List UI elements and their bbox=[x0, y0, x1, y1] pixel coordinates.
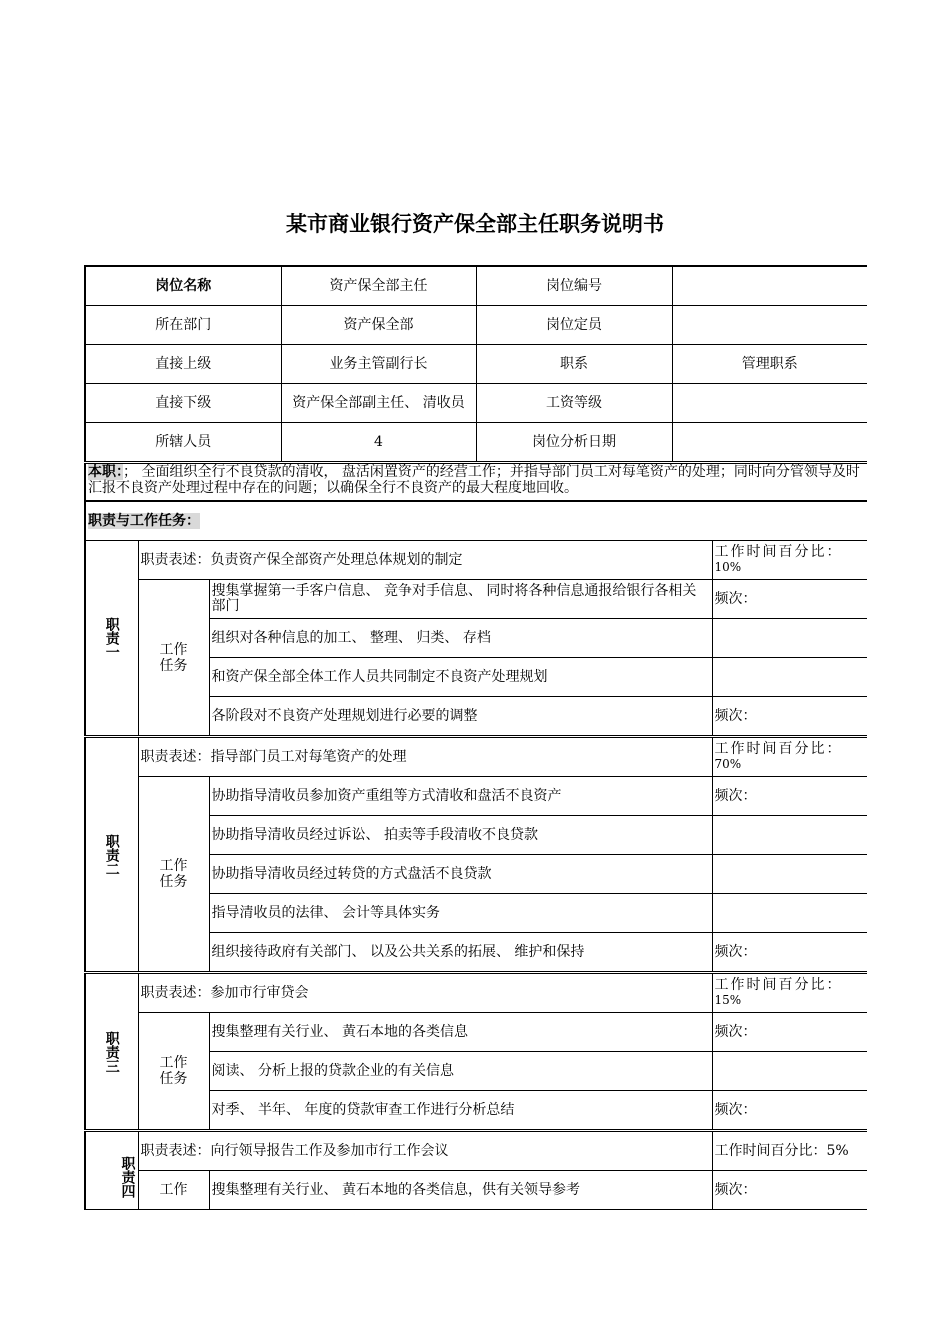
task-text: 协助指导清收员参加资产重组等方式清收和盘活不良资产 bbox=[209, 777, 712, 816]
info-label: 职系 bbox=[476, 345, 672, 384]
task-row bbox=[85, 1171, 867, 1210]
percentage-value: 70% bbox=[714, 757, 742, 771]
percentage-value: 10% bbox=[714, 560, 742, 574]
task-text: 阅读、 分析上报的贷款企业的有关信息 bbox=[209, 1052, 712, 1091]
task-text: 组织对各种信息的加工、 整理、 归类、 存档 bbox=[209, 619, 712, 658]
work-task-label: 工作任务 bbox=[138, 580, 209, 736]
task-text: 搜集整理有关行业、 黄石本地的各类信息，供有关领导参考 bbox=[209, 1171, 712, 1210]
info-value: 业务主管副行长 bbox=[281, 345, 476, 384]
task-frequency: 频次： bbox=[712, 933, 867, 972]
duty-block bbox=[84, 737, 867, 972]
duty-description: 职责表述：负责资产保全部资产处理总体规划的制定 bbox=[138, 541, 712, 580]
info-label: 直接上级 bbox=[85, 345, 281, 384]
job-description-sheet bbox=[84, 265, 867, 1211]
job-summary bbox=[84, 463, 867, 502]
duty-block bbox=[84, 973, 867, 1130]
percentage-text: 工作时间百分比：5% bbox=[714, 1142, 849, 1159]
info-label: 所辖人员 bbox=[85, 423, 281, 462]
info-value: 4 bbox=[281, 423, 476, 462]
info-label: 岗位分析日期 bbox=[476, 423, 672, 462]
work-time-percentage bbox=[712, 1132, 867, 1171]
percentage-value: 15% bbox=[714, 993, 742, 1008]
task-text: 搜集整理有关行业、 黄石本地的各类信息 bbox=[209, 1013, 712, 1052]
task-text: 指导清收员的法律、 会计等具体实务 bbox=[209, 894, 712, 933]
info-value: 资产保全部主任 bbox=[281, 266, 476, 306]
task-row bbox=[85, 777, 867, 816]
percentage-label: 工作时间百分比： bbox=[714, 741, 843, 757]
info-row bbox=[85, 266, 867, 306]
job-summary-label: 本职： bbox=[88, 464, 123, 480]
task-frequency: 频次： bbox=[712, 697, 867, 736]
info-label: 岗位编号 bbox=[476, 266, 672, 306]
duty-description: 职责表述：指导部门员工对每笔资产的处理 bbox=[138, 738, 712, 777]
task-frequency: 频次： bbox=[712, 1091, 867, 1130]
info-row bbox=[85, 423, 867, 462]
task-frequency: 频次： bbox=[712, 580, 867, 619]
task-frequency bbox=[712, 619, 867, 658]
task-frequency bbox=[712, 1052, 867, 1091]
duty-description: 职责表述：向行领导报告工作及参加市行工作会议 bbox=[138, 1132, 712, 1171]
document-title: 某市商业银行资产保全部主任职务说明书 bbox=[286, 212, 664, 236]
task-row bbox=[85, 580, 867, 619]
duty-description: 职责表述：参加市行审贷会 bbox=[138, 974, 712, 1013]
info-label: 所在部门 bbox=[85, 306, 281, 345]
info-label: 岗位名称 bbox=[85, 266, 281, 306]
task-text: 对季、 半年、 年度的贷款审查工作进行分析总结 bbox=[209, 1091, 712, 1130]
task-frequency: 频次： bbox=[712, 1171, 867, 1210]
info-value: 资产保全部副主任、 清收员 bbox=[281, 384, 476, 423]
task-text: 协助指导清收员经过诉讼、 拍卖等手段清收不良贷款 bbox=[209, 816, 712, 855]
info-value bbox=[672, 423, 867, 462]
info-label: 岗位定员 bbox=[476, 306, 672, 345]
task-frequency bbox=[712, 658, 867, 697]
info-row bbox=[85, 306, 867, 345]
info-value: 管理职系 bbox=[672, 345, 867, 384]
task-text: 协助指导清收员经过转贷的方式盘活不良贷款 bbox=[209, 855, 712, 894]
duty-name: 职责一 bbox=[85, 541, 138, 736]
percentage-label: 工作时间百分比： bbox=[714, 977, 843, 994]
info-value: 资产保全部 bbox=[281, 306, 476, 345]
info-value bbox=[672, 266, 867, 306]
work-task-label: 工作任务 bbox=[138, 1013, 209, 1130]
task-frequency bbox=[712, 816, 867, 855]
task-row bbox=[85, 1013, 867, 1052]
info-row bbox=[85, 384, 867, 423]
info-row bbox=[85, 345, 867, 384]
work-time-percentage bbox=[712, 738, 867, 777]
work-time-percentage bbox=[712, 541, 867, 580]
task-text: 搜集掌握第一手客户信息、 竞争对手信息、 同时将各种信息通报给银行各相关部门 bbox=[209, 580, 712, 619]
work-task-label: 工作 bbox=[138, 1171, 209, 1210]
position-info-table bbox=[84, 265, 867, 462]
task-frequency: 频次： bbox=[712, 1013, 867, 1052]
info-value bbox=[672, 384, 867, 423]
duty-block bbox=[84, 1131, 867, 1210]
task-text: 各阶段对不良资产处理规划进行必要的调整 bbox=[209, 697, 712, 736]
duty-block bbox=[84, 540, 867, 736]
task-text: 和资产保全部全体工作人员共同制定不良资产处理规划 bbox=[209, 658, 712, 697]
duty-name: 职责四 bbox=[85, 1132, 138, 1210]
duty-name: 职责二 bbox=[85, 738, 138, 972]
percentage-label: 工作时间百分比： bbox=[714, 544, 843, 560]
info-label: 工资等级 bbox=[476, 384, 672, 423]
work-task-label: 工作任务 bbox=[138, 777, 209, 972]
task-frequency bbox=[712, 855, 867, 894]
info-value bbox=[672, 306, 867, 345]
duties-header bbox=[84, 502, 867, 541]
info-label: 直接下级 bbox=[85, 384, 281, 423]
duties-header-label: 职责与工作任务： bbox=[88, 513, 200, 529]
task-text: 组织接待政府有关部门、 以及公共关系的拓展、 维护和保持 bbox=[209, 933, 712, 972]
work-time-percentage bbox=[712, 974, 867, 1013]
job-summary-text: ； 全面组织全行不良贷款的清收， 盘活闲置资产的经营工作；并指导部门员工对每笔资产的处理；同时向分管领导及时汇报不良资产处理过程中存在的问题；以确保全行不良资产的最大程度地回收。 bbox=[88, 464, 860, 496]
task-frequency bbox=[712, 894, 867, 933]
task-frequency: 频次： bbox=[712, 777, 867, 816]
duty-name: 职责三 bbox=[85, 974, 138, 1130]
